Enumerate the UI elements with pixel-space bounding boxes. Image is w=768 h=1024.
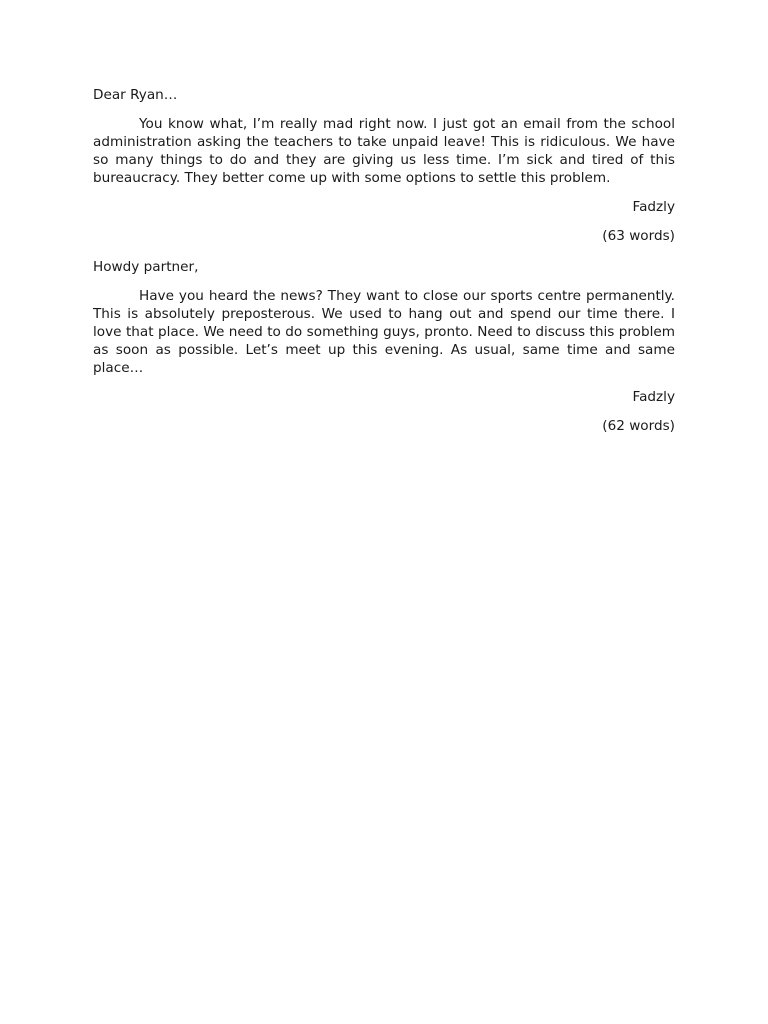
letter-1 [93,86,675,245]
letter-2 [93,258,675,435]
letter-salutation: Howdy partner, [93,259,199,275]
letter-signature: Fadzly [632,389,675,405]
word-count: (63 words) [602,228,675,244]
word-count: (62 words) [602,418,675,434]
letter-signature: Fadzly [632,199,675,215]
letter-body: Have you heard the news? They want to close our sports centre permanently. This is absolutely preposterous. We used to hang out and spend our time there. I love that place. We need to do something guys, pronto. Need to discuss this problem as soon as possible. Let’s meet up this evening. As usual, same time and same place… [93,288,675,376]
letter-body: You know what, I’m really mad right now. I just got an email from the school administration asking the teachers to take unpaid leave! This is ridiculous. We have so many things to do and they are giving us less time. I’m sick and tired of this bureaucracy. They better come up with some options to settle this problem. [93,116,675,186]
document-page [93,86,675,448]
letter-salutation: Dear Ryan… [93,87,178,103]
